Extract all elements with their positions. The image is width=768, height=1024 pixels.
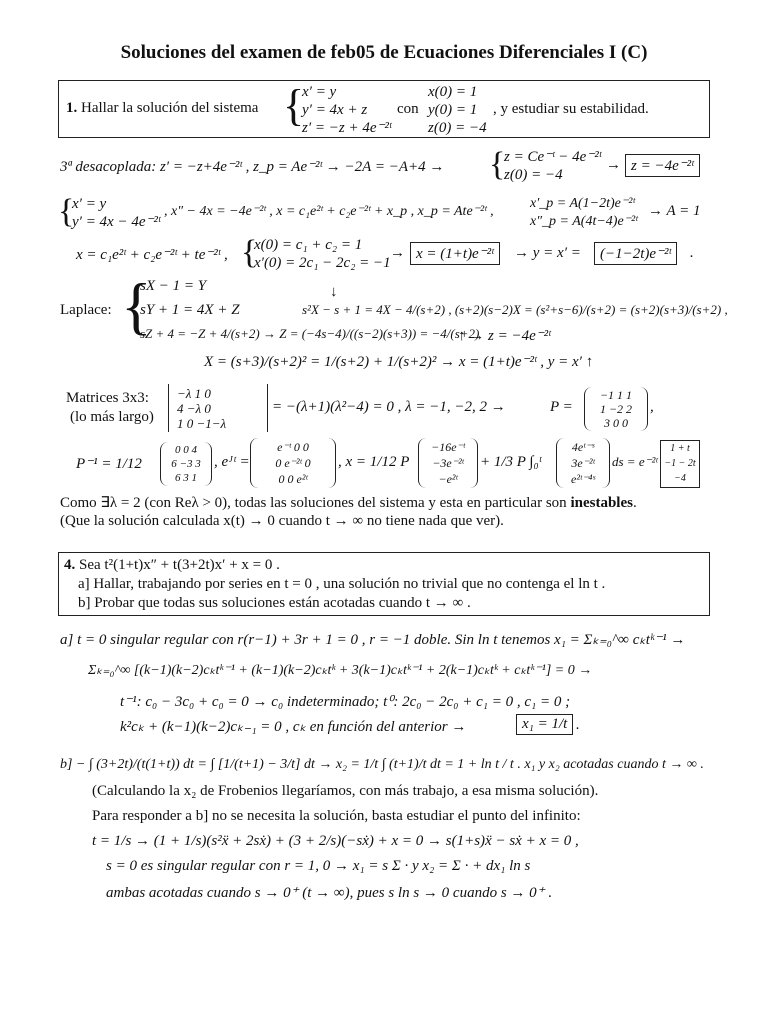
matrix-row: 0 e⁻²ᵗ 0 xyxy=(275,456,311,470)
sol1-line3-system xyxy=(254,236,391,272)
laplace-X: X = (s+3)/(s+2)² = 1/(s+2) + 1/(s+2)² → x = (1+t)e⁻²ᵗ , y = x′ ↑ xyxy=(204,354,594,370)
ic-1: x(0) = 1 xyxy=(428,84,478,100)
sol4-b5: s = 0 es singular regular con r = 1, 0 → x₁ = s Σ · y x₂ = Σ · + dx₁ ln s xyxy=(106,858,531,874)
vector-entry: −16e⁻ᵗ xyxy=(431,440,465,454)
matrix-row: 0 0 4 xyxy=(175,444,197,456)
sol4-b1: b] − ∫ (3+2t)/(t(1+t)) dt = ∫ [1/(t+1) − 3/t] dt → x₂ = 1/t ∫ (t+1)/t dt = 1 + ln t / t . x₁ y x₂ acotadas cuando t → ∞ . xyxy=(60,757,704,772)
problem-1-brace: { xyxy=(283,81,305,130)
matrix-row: −1 1 1 xyxy=(599,388,633,402)
arrow: → xyxy=(390,245,405,261)
como-text: Como ∃λ = 2 (con Reλ > 0), todas las soluciones del sistema y esta en particular son xyxy=(60,495,567,511)
ic-3: z(0) = −4 xyxy=(428,120,487,136)
brace: { xyxy=(241,234,258,271)
vector-entry: 3e⁻²ᵗ xyxy=(571,456,595,470)
problem-1-initial-conditions xyxy=(428,83,487,137)
matrix-row: 6 3 1 xyxy=(175,472,197,484)
matrix-row: 3 0 0 xyxy=(604,416,628,430)
det-row: 4 −λ 0 xyxy=(177,401,211,416)
xp-double-prime: x″_p = A(4t−4)e⁻²ᵗ xyxy=(530,214,638,229)
sol1-line3-mid: → y = x′ = xyxy=(514,245,581,261)
brace: { xyxy=(121,270,152,341)
ic-2: y(0) = 1 xyxy=(428,102,478,118)
sys-eq-3: z′ = −z + 4e⁻²ᵗ xyxy=(302,120,392,136)
sys-a: x(0) = c₁ + c₂ = 1 xyxy=(254,237,363,253)
sol4-a2: Σₖ₌₀^∞ [(k−1)(k−2)cₖtᵏ⁻¹ + (k−1)(k−2)cₖtᵏ + 3(k−1)cₖtᵏ⁻¹ + 2(k−1)cₖtᵏ + cₖtᵏ⁻¹] = 0 → xyxy=(88,663,593,678)
matrix-eJt xyxy=(250,438,336,488)
problem-1-statement-start: Hallar la solución del sistema xyxy=(81,100,259,116)
vector-2 xyxy=(556,438,610,488)
matrix-row: 6 −3 3 xyxy=(171,458,201,470)
laplace-up: ↑ → z = −4e⁻²ᵗ xyxy=(458,328,551,344)
page-title: Soluciones del examen de feb05 de Ecuaciones Diferenciales I (C) xyxy=(120,42,648,63)
period: . xyxy=(632,495,637,511)
sol1-x-result-box: x = (1+t)e⁻²ᵗ xyxy=(410,242,500,265)
matrix-row: 1 −2 2 xyxy=(599,402,633,416)
problem-1-statement-end: , y estudiar su estabilidad. xyxy=(493,101,649,117)
ds-label: ds = e⁻²ᵗ xyxy=(612,454,658,469)
sys-b: z(0) = −4 xyxy=(504,167,563,183)
matrix-Pinv xyxy=(160,442,212,486)
laplace-down-arrow: ↓ xyxy=(330,284,338,300)
laplace-eq-3: sZ + 4 = −Z + 4/(s+2) → Z = (−4s−4)/((s−2)(s+3)) = −4/(s+2) xyxy=(140,326,480,341)
det-row: 1 0 −1−λ xyxy=(177,416,227,431)
brace: { xyxy=(489,146,506,183)
vector-entry: −3e⁻²ᵗ xyxy=(432,456,464,470)
matrices-label: Matrices 3x3: xyxy=(66,390,149,406)
vector-1 xyxy=(418,438,478,488)
sol4-x1-box: x₁ = 1/t xyxy=(516,714,573,735)
sol1-line1: 3ª desacoplada: z′ = −z+4e⁻²ᵗ , z_p = Ae⁻²ᵗ → −2A = −A+4 → xyxy=(60,159,445,175)
vector-entry: e²ᵗ⁻⁴ˢ xyxy=(571,472,595,486)
laplace-label: Laplace: xyxy=(60,302,112,318)
laplace-eq-2: sY + 1 = 4X + Z xyxy=(140,302,240,318)
vector-entry: −4 xyxy=(674,473,686,484)
problem-4-part-a: a] Hallar, trabajando por series en t = 0 , una solución no trivial que no contenga el ln t . xyxy=(78,576,606,592)
sol1-line2-end: → A = 1 xyxy=(648,203,701,219)
sys-eq-1: x′ = y xyxy=(302,84,337,100)
problem-4-statement: Sea t²(1+t)x″ + t(3+2t)x′ + x = 0 . xyxy=(79,557,280,573)
sys-a: z = Ce⁻ᵗ − 4e⁻²ᵗ xyxy=(504,149,602,165)
problem-4-number: 4. xyxy=(64,557,76,573)
vector-entry: −1 − 2t xyxy=(664,458,696,469)
laplace-eq-1: sX − 1 = Y xyxy=(140,278,207,294)
brace: { xyxy=(58,193,75,230)
Pinv-label: P⁻¹ = 1/12 xyxy=(76,456,142,472)
sol4-b6: ambas acotadas cuando s → 0⁺ (t → ∞), pues s ln s → 0 cuando s → 0⁺ . xyxy=(106,885,553,901)
sys-eq-2: y′ = 4x + z xyxy=(302,102,368,118)
sol4-a3: t⁻¹: c₀ − 3c₀ + c₀ = 0 → c₀ indeterminado; t⁰: 2c₀ − 2c₀ + c₁ = 0 , c₁ = 0 ; xyxy=(120,694,571,710)
como-line xyxy=(60,493,637,512)
x-eq-label: , x = 1/12 P xyxy=(338,454,410,470)
sys-b: x′(0) = 2c₁ − 2c₂ = −1 xyxy=(254,255,391,271)
period: . xyxy=(576,717,580,733)
sol1-line2-system xyxy=(72,195,160,231)
sol4-a1: a] t = 0 singular regular con r(r−1) + 3r + 1 = 0 , r = −1 doble. Sin ln t tenemos x₁ = Σₖ₌₀^∞ cₖtᵏ⁻¹ → xyxy=(60,632,686,648)
vector-entry: −e²ᵗ xyxy=(438,472,458,486)
laplace-mid: s²X − s + 1 = 4X − 4/(s+2) , (s+2)(s−2)X = (s²+s−6)/(s+2) = (s+2)(s+3)/(s+2) , xyxy=(302,302,728,317)
sol1-z-result-box: z = −4e⁻²ᵗ xyxy=(625,154,700,177)
dot: . xyxy=(690,245,694,261)
sol1-line1-system xyxy=(504,148,601,184)
sol1-line2-particular xyxy=(530,195,638,231)
sol1-y-result-box: (−1−2t)e⁻²ᵗ xyxy=(594,242,677,265)
sol4-a4: k²cₖ + (k−1)(k−2)cₖ₋₁ = 0 , cₖ en función del anterior → xyxy=(120,719,467,735)
sys-a: x′ = y xyxy=(72,196,107,212)
determinant xyxy=(168,384,268,432)
problem-1-system xyxy=(302,83,391,137)
problem-1-con: con xyxy=(397,101,419,117)
sol4-b4: t = 1/s → (1 + 1/s)(s²ẍ + 2sẋ) + (3 + 2/s)(−sẋ) + x = 0 → s(1+s)ẍ − sẋ + x = 0 , xyxy=(92,833,579,849)
det-equation: = −(λ+1)(λ²−4) = 0 , λ = −1, −2, 2 → xyxy=(272,399,506,415)
matrix-row: e⁻ᵗ 0 0 xyxy=(277,440,309,454)
vector-entry: 1 + t xyxy=(670,443,690,454)
vector-3-box xyxy=(660,440,700,488)
sol1-line3: x = c₁e²ᵗ + c₂e⁻²ᵗ + te⁻²ᵗ , xyxy=(76,247,228,263)
vector-entry: 4eᵗ⁻ˢ xyxy=(571,440,595,454)
matrix-P xyxy=(584,387,648,431)
problem-1-number: 1. xyxy=(66,100,78,116)
plus-integral: + 1/3 P ∫₀ᵗ xyxy=(480,454,542,470)
comma: , xyxy=(650,399,654,415)
sol1-line2: , x″ − 4x = −4e⁻²ᵗ , x = c₁e²ᵗ + c₂e⁻²ᵗ + x_p , x_p = Ate⁻²ᵗ , xyxy=(164,204,494,219)
inestables-word: inestables xyxy=(570,495,633,511)
que-line: (Que la solución calculada x(t) → 0 cuando t → ∞ no tiene nada que ver). xyxy=(60,513,504,529)
sol4-b2: (Calculando la x₂ de Frobenios llegaríamos, con más trabajo, a esa misma solución). xyxy=(92,783,599,799)
problem-4-statement-line xyxy=(64,557,280,574)
sol4-b3: Para responder a b] no se necesita la solución, basta estudiar el punto del infinito: xyxy=(92,808,581,824)
matrices-sublabel: (lo más largo) xyxy=(70,409,154,425)
problem-4-part-b: b] Probar que todas sus soluciones están acotadas cuando t → ∞ . xyxy=(78,595,471,611)
matrix-row: 0 0 e²ᵗ xyxy=(278,472,308,486)
sys-b: y′ = 4x − 4e⁻²ᵗ xyxy=(72,214,161,230)
P-label: P = xyxy=(550,399,573,415)
xp-prime: x′_p = A(1−2t)e⁻²ᵗ xyxy=(530,196,635,211)
det-row: −λ 1 0 xyxy=(177,386,211,401)
eJt-label: , eᴶᵗ = xyxy=(214,454,250,470)
arrow: → xyxy=(606,157,621,173)
